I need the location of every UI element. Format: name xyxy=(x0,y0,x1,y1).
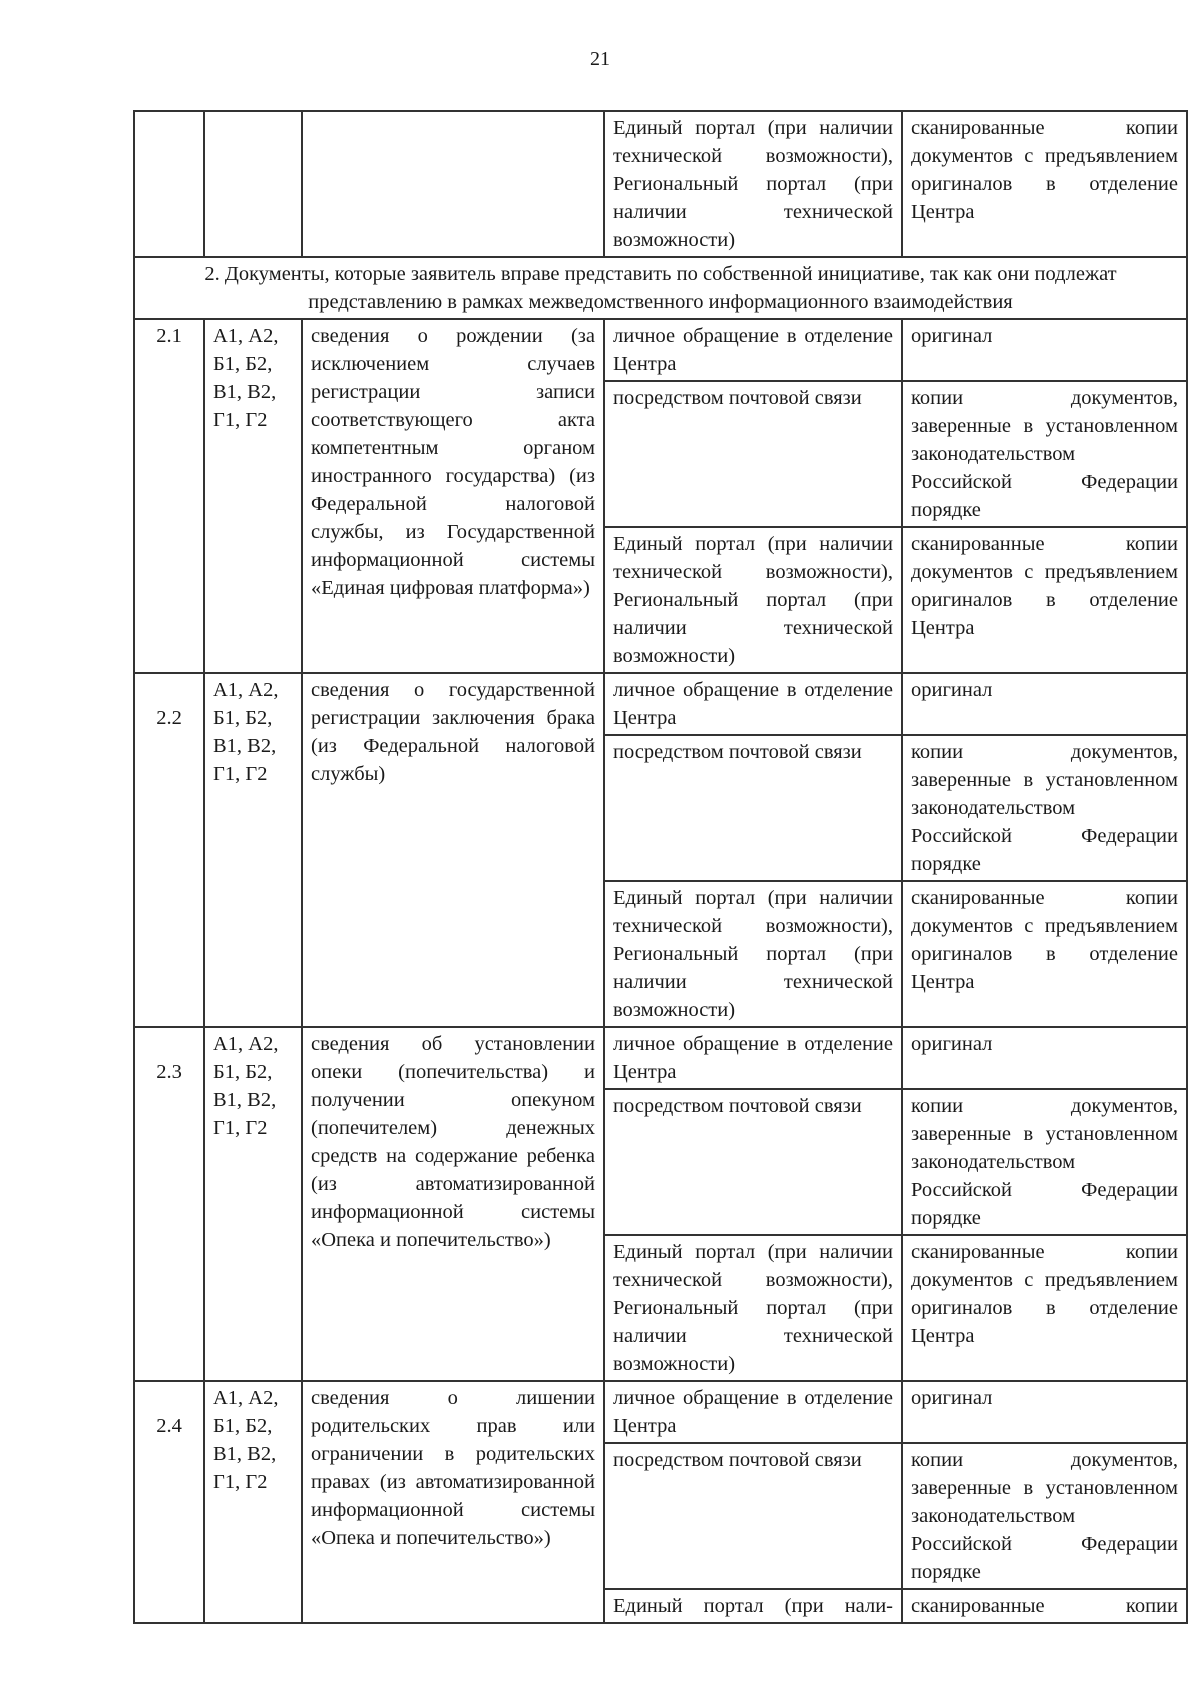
document-form: копии документов, заверенные в установленном законодательством Российской Федерации порядке xyxy=(902,1443,1187,1589)
document-form: копии документов, заверенные в установленном законодательством Российской Федерации порядке xyxy=(902,381,1187,527)
document-form: оригинал xyxy=(902,319,1187,381)
delivery-method: Единый портал (при наличии технической возможности), Региональный портал (при наличии технической возможности) xyxy=(604,527,902,673)
documents-table xyxy=(133,110,1188,1624)
document-form: копии документов, заверенные в установленном законодательством Российской Федерации порядке xyxy=(902,1089,1187,1235)
document-form: оригинал xyxy=(902,1381,1187,1443)
document-form: сканированные копии документов с предъявлением оригиналов в отделение Центра xyxy=(902,1235,1187,1381)
continuation-method: Единый портал (при наличии технической возможности), Региональный портал (при наличии технической возможности) xyxy=(604,111,902,257)
row-description: сведения о государственной регистрации заключения брака (из Федеральной налоговой службы) xyxy=(302,673,604,1027)
document-form: сканированные копии документов с предъявлением оригиналов в отделение Центра xyxy=(902,881,1187,1027)
table-row xyxy=(134,673,1187,735)
delivery-method: посредством почтовой связи xyxy=(604,1089,902,1235)
row-description: сведения о лишении родительских прав или ограничении в родительских правах (из автоматизированной информационной системы «Опека и попечительство») xyxy=(302,1381,604,1623)
section-2-title: 2. Документы, которые заявитель вправе представить по собственной инициативе, так как они подлежат представлению в рамках межведомственного информационного взаимодействия xyxy=(134,257,1187,319)
row-codes: А1, А2, Б1, Б2, В1, В2, Г1, Г2 xyxy=(204,319,302,673)
delivery-method: посредством почтовой связи xyxy=(604,381,902,527)
row-codes: А1, А2, Б1, Б2, В1, В2, Г1, Г2 xyxy=(204,1381,302,1623)
row-codes: А1, А2, Б1, Б2, В1, В2, Г1, Г2 xyxy=(204,673,302,1027)
continuation-codes-cell xyxy=(204,111,302,257)
delivery-method: Единый портал (при наличии технической возможности), Региональный портал (при наличии технической возможности) xyxy=(604,1235,902,1381)
continuation-num-cell xyxy=(134,111,204,257)
row-number: 2.3 xyxy=(134,1027,204,1381)
delivery-method: личное обращение в отделение Центра xyxy=(604,673,902,735)
table-row xyxy=(134,1381,1187,1443)
row-number: 2.1 xyxy=(134,319,204,673)
row-codes: А1, А2, Б1, Б2, В1, В2, Г1, Г2 xyxy=(204,1027,302,1381)
document-form: сканированные копии документов с предъявлением оригиналов в отделение Центра xyxy=(902,527,1187,673)
delivery-method: личное обращение в отделение Центра xyxy=(604,1381,902,1443)
page-number: 21 xyxy=(590,48,610,70)
row-number: 2.2 xyxy=(134,673,204,1027)
continuation-desc-cell xyxy=(302,111,604,257)
document-form: оригинал xyxy=(902,1027,1187,1089)
row-number: 2.4 xyxy=(134,1381,204,1623)
delivery-method: личное обращение в отделение Центра xyxy=(604,319,902,381)
delivery-method: посредством почтовой связи xyxy=(604,1443,902,1589)
row-description: сведения о рождении (за исключением случаев регистрации записи соответствующего акта компетентным органом иностранного государства) (из Федеральной налоговой службы, из Государственной информационной системы «Единая цифровая платформа») xyxy=(302,319,604,673)
delivery-method: Единый портал (при наличии технической возможности), Региональный портал (при наличии технической возможности) xyxy=(604,881,902,1027)
delivery-method: Единый портал (при нали- xyxy=(604,1589,902,1623)
table-row xyxy=(134,319,1187,381)
continuation-form: сканированные копии документов с предъявлением оригиналов в отделение Центра xyxy=(902,111,1187,257)
document-form: сканированные копии xyxy=(902,1589,1187,1623)
row-description: сведения об установлении опеки (попечительства) и получении опекуном (попечителем) денежных средств на содержание ребенка (из автоматизированной информационной системы «Опека и попечительство») xyxy=(302,1027,604,1381)
section-header-row xyxy=(134,257,1187,319)
delivery-method: личное обращение в отделение Центра xyxy=(604,1027,902,1089)
continuation-row xyxy=(134,111,1187,257)
table-row xyxy=(134,1027,1187,1089)
document-form: оригинал xyxy=(902,673,1187,735)
document-form: копии документов, заверенные в установленном законодательством Российской Федерации порядке xyxy=(902,735,1187,881)
delivery-method: посредством почтовой связи xyxy=(604,735,902,881)
